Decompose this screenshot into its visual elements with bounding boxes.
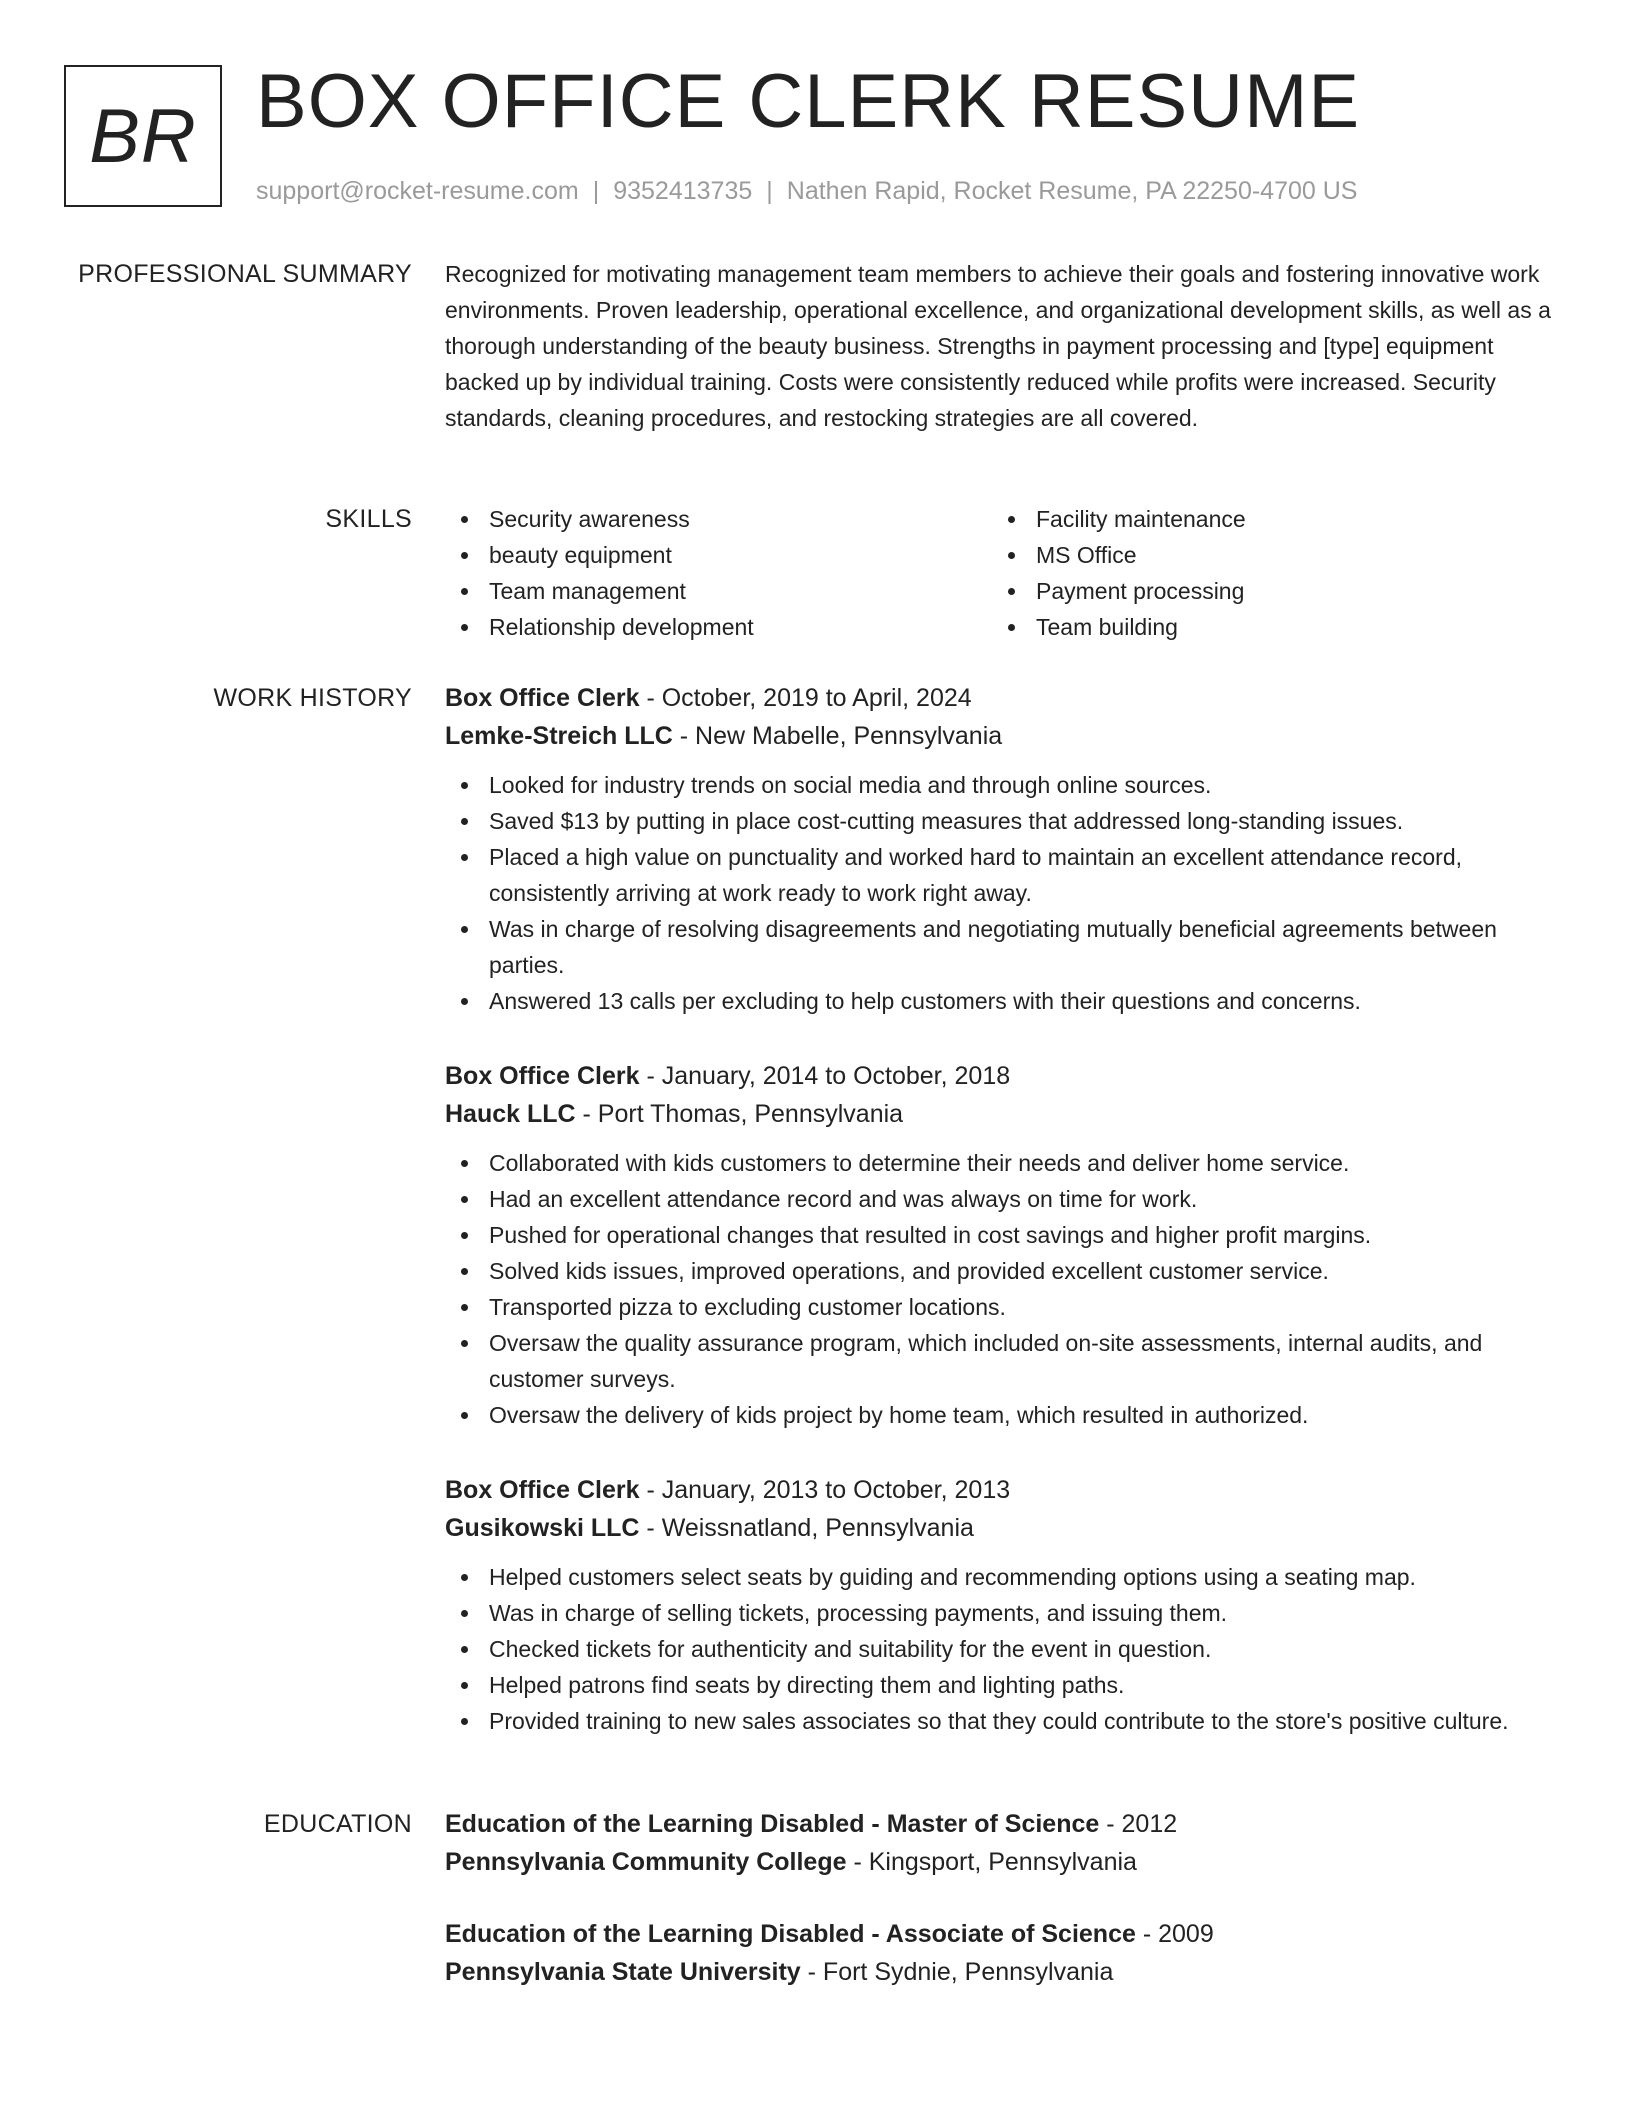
page-title: BOX OFFICE CLERK RESUME [256, 59, 1361, 144]
job-company: Gusikowski LLC [445, 1514, 640, 1542]
job-bullet: Helped customers select seats by guiding and recommending options using a seating map. [445, 1559, 1565, 1595]
job-bullet: Answered 13 calls per excluding to help customers with their questions and concerns. [445, 983, 1565, 1019]
monogram-box [64, 65, 222, 207]
job-bullets [445, 1145, 1565, 1433]
skill-item: Team management [445, 573, 992, 609]
job-bullets [445, 767, 1565, 1019]
job-title: Box Office Clerk [445, 1476, 640, 1504]
job-bullet: Provided training to new sales associates so that they could contribute to the store's positive culture. [445, 1703, 1565, 1739]
job-bullet: Solved kids issues, improved operations, and provided excellent customer service. [445, 1253, 1565, 1289]
job-dates: - October, 2019 to April, 2024 [639, 684, 972, 712]
education-entry [445, 1915, 1565, 1991]
section-label-work-history: WORK HISTORY [213, 684, 412, 712]
job-bullet: Helped patrons find seats by directing them and lighting paths. [445, 1667, 1565, 1703]
education-school: Pennsylvania Community College [445, 1848, 847, 1876]
job-title: Box Office Clerk [445, 1062, 640, 1090]
job-company-line [445, 1509, 1565, 1547]
contact-phone[interactable]: 9352413735 [613, 177, 753, 205]
skill-item: MS Office [992, 537, 1539, 573]
skills-grid [445, 501, 1565, 645]
monogram-initials: BR [89, 93, 197, 179]
education-school-line [445, 1843, 1565, 1881]
job-location: - New Mabelle, Pennsylvania [672, 722, 1003, 750]
job-bullet: Placed a high value on punctuality and worked hard to maintain an excellent attendance record, consistently arriving at work ready to work right away. [445, 839, 1565, 911]
education-entry [445, 1805, 1565, 1881]
job-company-line [445, 717, 1565, 755]
education-degree-line [445, 1805, 1565, 1843]
education-location: - Fort Sydnie, Pennsylvania [800, 1958, 1114, 1986]
job-company-line [445, 1095, 1565, 1133]
skill-item: Security awareness [445, 501, 992, 537]
skill-item: Payment processing [992, 573, 1539, 609]
job-company: Lemke-Streich LLC [445, 722, 673, 750]
job-bullet: Oversaw the delivery of kids project by home team, which resulted in authorized. [445, 1397, 1565, 1433]
job-dates: - January, 2014 to October, 2018 [639, 1062, 1011, 1090]
job-bullet: Looked for industry trends on social media and through online sources. [445, 767, 1565, 803]
skill-item: Facility maintenance [992, 501, 1539, 537]
job-bullet: Was in charge of resolving disagreements and negotiating mutually beneficial agreements between parties. [445, 911, 1565, 983]
job-title: Box Office Clerk [445, 684, 640, 712]
summary-text: Recognized for motivating management team members to achieve their goals and fostering innovative work environments. Proven leadership, operational excellence, and organizational development skills, as well as a thorough understanding of the beauty business. Strengths in payment processing and [type] equipment backed up by individual training. Costs were consistently reduced while profits were increased. Security standards, cleaning procedures, and restocking strategies are all covered. [445, 261, 1551, 431]
contact-email[interactable]: support@rocket-resume.com [256, 177, 579, 205]
job-bullet: Was in charge of selling tickets, processing payments, and issuing them. [445, 1595, 1565, 1631]
job-location: - Weissnatland, Pennsylvania [639, 1514, 974, 1542]
job-bullet: Saved $13 by putting in place cost-cutting measures that addressed long-standing issues. [445, 803, 1565, 839]
skill-item: beauty equipment [445, 537, 992, 573]
contact-address: Nathen Rapid, Rocket Resume, PA 22250-4700 US [786, 177, 1358, 205]
education-location: - Kingsport, Pennsylvania [846, 1848, 1137, 1876]
skill-item: Relationship development [445, 609, 992, 645]
job-title-line [445, 679, 1565, 717]
job-title-line [445, 1057, 1565, 1095]
education-year: - 2012 [1099, 1810, 1178, 1838]
skill-item: Team building [992, 609, 1539, 645]
job-company: Hauck LLC [445, 1100, 576, 1128]
job-bullet: Had an excellent attendance record and was always on time for work. [445, 1181, 1565, 1217]
job-bullet: Oversaw the quality assurance program, which included on-site assessments, internal audits, and customer surveys. [445, 1325, 1565, 1397]
education-school: Pennsylvania State University [445, 1958, 801, 1986]
skills-column-right [992, 501, 1539, 645]
education-degree: Education of the Learning Disabled - Master of Science [445, 1810, 1100, 1838]
job-title-line [445, 1471, 1565, 1509]
job-bullet: Checked tickets for authenticity and suitability for the event in question. [445, 1631, 1565, 1667]
skills-column-left [445, 501, 992, 645]
section-label-skills: SKILLS [325, 505, 412, 533]
education-degree-line [445, 1915, 1565, 1953]
job-entry [445, 1057, 1565, 1433]
section-label-summary: PROFESSIONAL SUMMARY [78, 260, 412, 288]
job-bullets [445, 1559, 1565, 1739]
education-degree: Education of the Learning Disabled - Associate of Science [445, 1920, 1136, 1948]
section-label-education: EDUCATION [263, 1810, 412, 1838]
job-dates: - January, 2013 to October, 2013 [639, 1476, 1011, 1504]
job-entry [445, 1471, 1565, 1739]
education-school-line [445, 1953, 1565, 1991]
contact-line [256, 175, 1357, 207]
contact-separator: | [592, 177, 600, 205]
contact-separator: | [766, 177, 773, 205]
job-entry [445, 679, 1565, 1019]
job-location: - Port Thomas, Pennsylvania [575, 1100, 904, 1128]
job-bullet: Pushed for operational changes that resulted in cost savings and higher profit margins. [445, 1217, 1565, 1253]
education-year: - 2009 [1135, 1920, 1214, 1948]
job-bullet: Transported pizza to excluding customer locations. [445, 1289, 1565, 1325]
job-bullet: Collaborated with kids customers to determine their needs and deliver home service. [445, 1145, 1565, 1181]
